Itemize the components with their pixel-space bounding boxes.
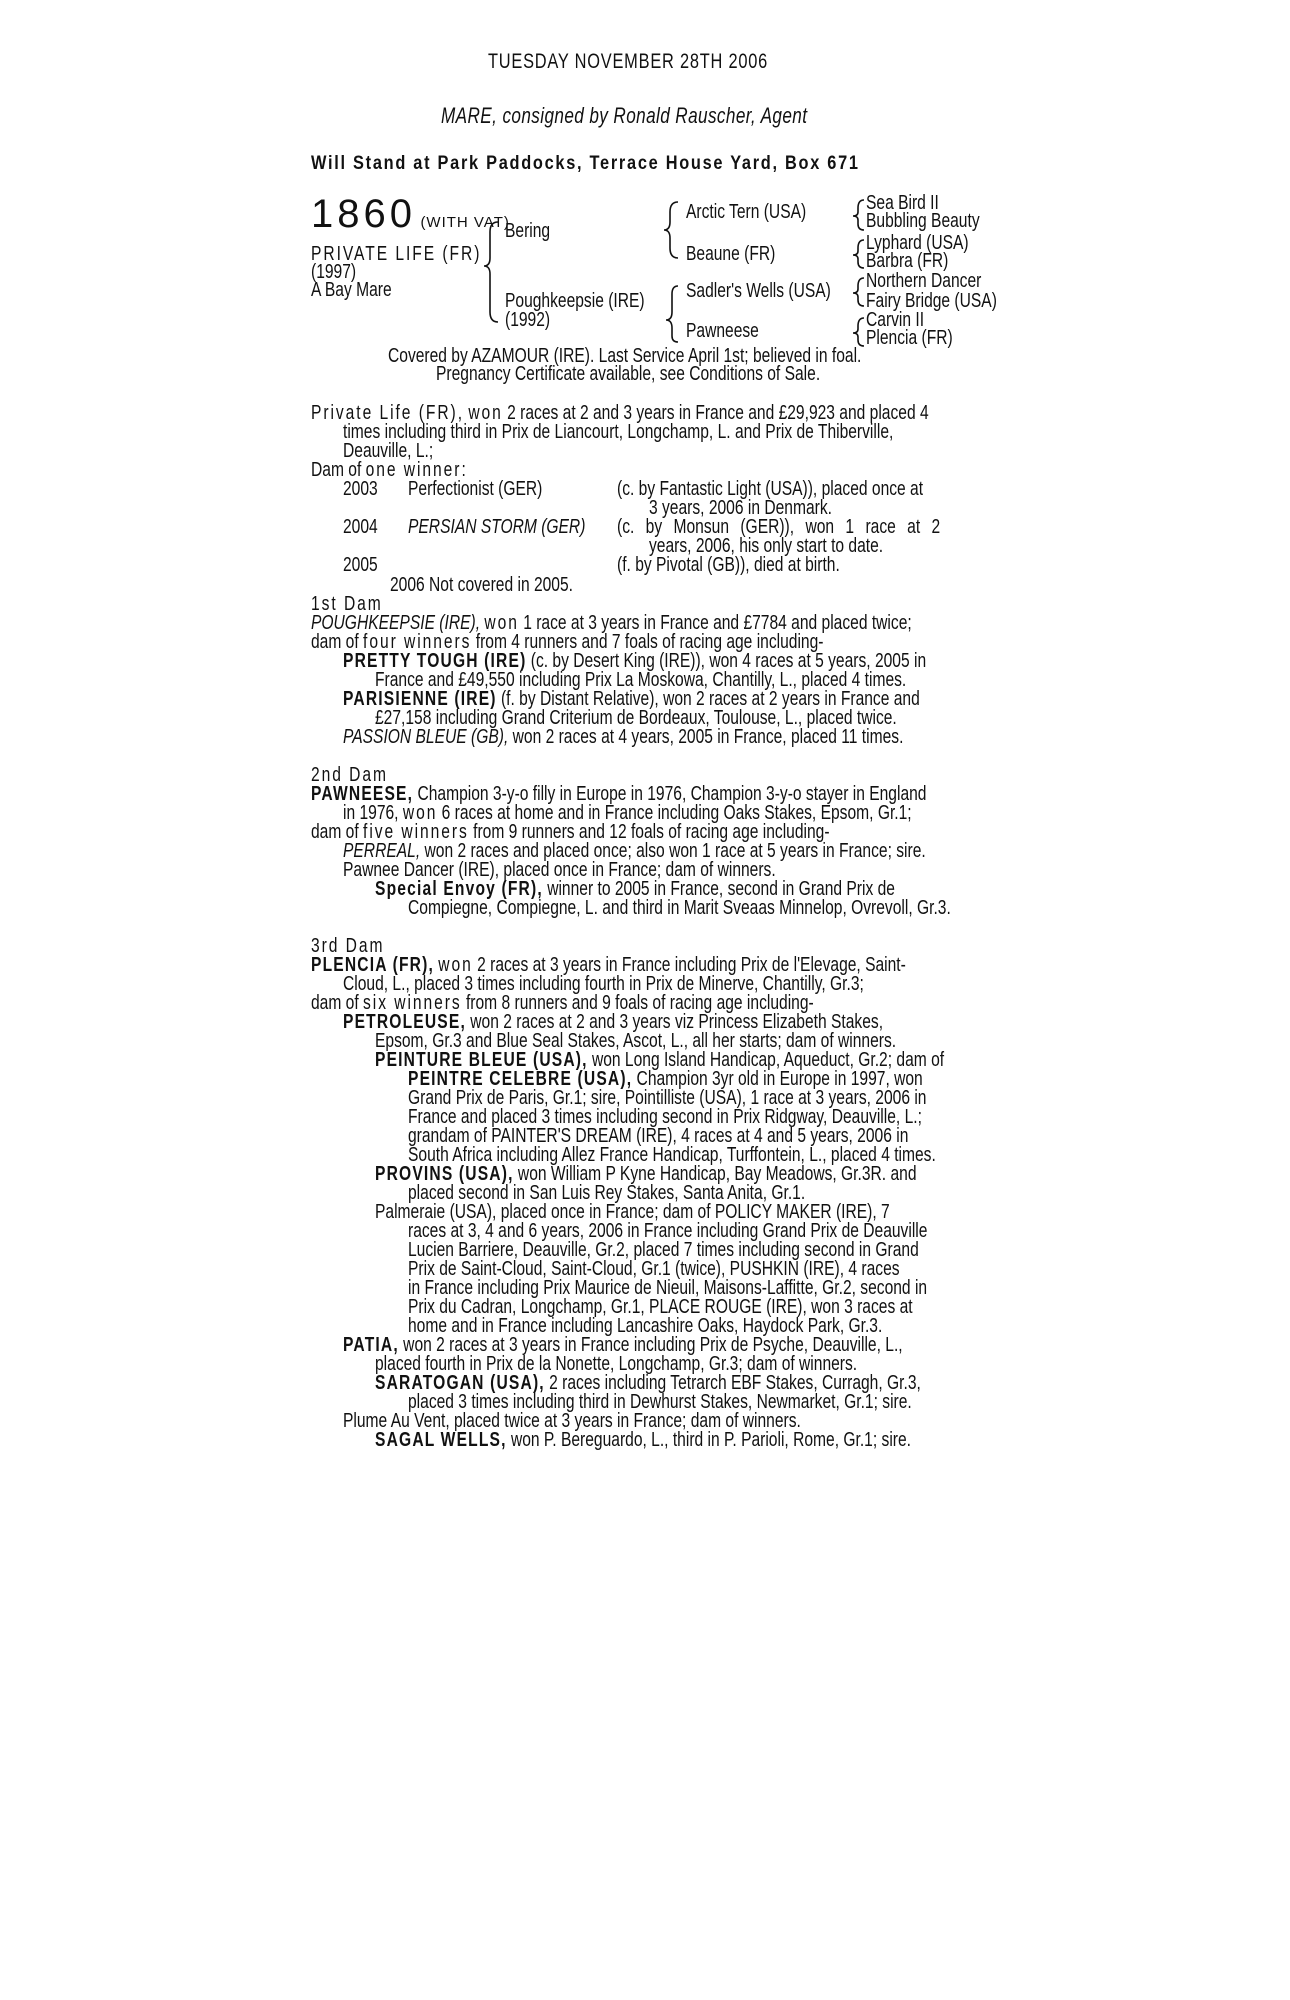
produce-desc: (c. by Fantastic Light (USA)), placed once at [617,478,924,500]
third-dam-line-1: PLENCIA (FR), won 2 races at 3 years in France including Prix de l'Elevage, Saint- [311,954,906,976]
sire-dam: Beaune (FR) [686,243,776,265]
dam-of-line: Dam of one winner: [311,459,468,481]
brace-main [484,222,498,322]
second-dam-line-1: PAWNEESE, Champion 3-y-o filly in Europe in 1976, Champion 3-y-o stayer in England [311,783,927,805]
third-dam-line-3: dam of six winners from 8 runners and 9 foals of racing age including- [311,992,814,1014]
produce-text: France and placed 3 times including second in Prix Ridgway, Deauville, L.; [408,1106,922,1128]
brace-g1 [853,200,864,230]
produce-name: PETROLEUSE, [343,1011,466,1033]
ancestor-8: Plencia (FR) [866,327,953,349]
horse-year: (1997) [311,261,357,283]
produce-name: PEINTURE BLEUE (USA), [375,1049,588,1071]
produce-name: PEINTRE CELEBRE (USA), [408,1068,633,1090]
lot-number: 1860 [311,192,416,236]
sale-date: TUESDAY NOVEMBER 28TH 2006 [488,50,769,73]
produce-desc: years, 2006, his only start to date. [649,535,884,557]
produce-text: won 2 races at 3 years in France including Prix de Psyche, Deauville, L., [398,1334,903,1356]
first-dam-produce: PARISIENNE (IRE) (f. by Distant Relative), won 2 races at 2 years in France and [343,688,920,710]
produce-year: 2005 [343,554,378,576]
second-dam-line-3: dam of five winners from 9 runners and 12 foals of racing age including- [311,821,830,843]
second-dam-line-2: in 1976, won 6 races at home and in France including Oaks Stakes, Epsom, Gr.1; [343,802,912,824]
first-dam-produce: France and £49,550 including Prix La Moskowa, Chantilly, L., placed 4 times. [375,669,907,691]
produce-text: Plume Au Vent, placed twice at 3 years in France; dam of winners. [343,1410,801,1432]
produce-name: PERSIAN STORM (GER) [408,516,586,538]
first-dam-line-1: POUGHKEEPSIE (IRE), won 1 race at 3 years in France and £7784 and placed twice; [311,612,912,634]
dam-dam: Pawneese [686,320,759,342]
second-dam-produce: PERREAL, won 2 races and placed once; also won 1 race at 5 years in France; sire. [343,840,926,862]
produce-text: South Africa including Allez France Handicap, Turffontein, L., placed 4 times. [408,1144,936,1166]
produce-text: grandam of PAINTER'S DREAM (IRE), 4 races at 4 and 5 years, 2006 in [408,1125,909,1147]
first-dam-heading: 1st Dam [311,593,383,615]
produce-name: SARATOGAN (USA), [375,1372,545,1394]
produce-text: Epsom, Gr.3 and Blue Seal Stakes, Ascot, L., all her starts; dam of winners. [375,1030,897,1052]
ancestor-2: Bubbling Beauty [866,210,980,232]
consignment-line: MARE, consigned by Ronald Rauscher, Agent [441,103,808,128]
vat-label: (WITH VAT) [420,214,510,231]
produce-year: 2004 [343,516,378,538]
stand-location: Will Stand at Park Paddocks, Terrace House Yard, Box 671 [311,153,860,174]
produce-text: home and in France including Lancashire Oaks, Haydock Park, Gr.3. [408,1315,883,1337]
covered-line: Covered by AZAMOUR (IRE). Last Service April 1st; believed in foal. [388,345,862,367]
ancestor-5: Northern Dancer [866,270,982,292]
produce-name: PROVINS (USA), [375,1163,514,1185]
first-dam-produce: £27,158 including Grand Criterium de Bordeaux, Toulouse, L., placed twice. [375,707,897,729]
brace-g2 [853,240,864,268]
racing-record-line-1: Private Life (FR), won 2 races at 2 and 3 years in France and £29,923 and placed 4 [311,402,929,424]
dam-name: Poughkeepsie (IRE) [505,290,645,312]
ancestor-3: Lyphard (USA) [866,232,969,254]
not-covered-line: 2006 Not covered in 2005. [390,574,573,596]
produce-text: races at 3, 4 and 6 years, 2006 in France including Grand Prix de Deauville [408,1220,928,1242]
first-dam-line-2: dam of four winners from 4 runners and 7 foals of racing age including- [311,631,824,653]
ancestor-4: Barbra (FR) [866,250,949,272]
produce-text: placed fourth in Prix de la Nonette, Longchamp, Gr.3; dam of winners. [375,1353,858,1375]
third-dam-heading: 3rd Dam [311,935,385,957]
produce-desc: (f. by Pivotal (GB)), died at birth. [617,554,840,576]
produce-name: PATIA, [343,1334,399,1356]
ancestor-6: Fairy Bridge (USA) [866,290,997,312]
second-dam-heading: 2nd Dam [311,764,388,786]
first-dam-produce: PASSION BLEUE (GB), won 2 races at 4 years, 2005 in France, placed 11 times. [343,726,904,748]
produce-text: won William P Kyne Handicap, Bay Meadows, Gr.3R. and [513,1163,917,1185]
produce-text: won 2 races at 2 and 3 years viz Princess Elizabeth Stakes, [465,1011,884,1033]
produce-text: Prix du Cadran, Longchamp, Gr.1, PLACE ROUGE (IRE), won 3 races at [408,1296,913,1318]
third-dam-produce-line [375,1431,1062,1450]
second-dam-produce: Special Envoy (FR), winner to 2005 in France, second in Grand Prix de [375,878,895,900]
produce-text: 2 races including Tetrarch EBF Stakes, Curragh, Gr.3, [544,1372,921,1394]
produce-text: Lucien Barriere, Deauville, Gr.2, placed 7 times including second in Grand [408,1239,919,1261]
produce-text: won P. Bereguardo, L., third in P. Parioli, Rome, Gr.1; sire. [506,1429,911,1451]
second-dam-produce: Compiegne, Compiegne, L. and third in Marit Sveaas Minnelop, Ovrevoll, Gr.3. [408,897,951,919]
produce-desc: (c. by Monsun (GER)), won 1 race at 2 [617,516,941,538]
produce-year: 2003 [343,478,378,500]
ancestor-7: Carvin II [866,309,925,331]
produce-text: Prix de Saint-Cloud, Saint-Cloud, Gr.1 (twice), PUSHKIN (IRE), 4 races [408,1258,900,1280]
first-dam-produce: PRETTY TOUGH (IRE) (c. by Desert King (IRE)), won 4 races at 5 years, 2005 in [343,650,927,672]
produce-desc: 3 years, 2006 in Denmark. [649,497,832,519]
pregnancy-line: Pregnancy Certificate available, see Conditions of Sale. [436,363,821,385]
second-dam-produce: Pawnee Dancer (IRE), placed once in France; dam of winners. [343,859,776,881]
racing-record-line-2: times including third in Prix de Liancourt, Longchamp, L. and Prix de Thiberville, [343,421,894,443]
produce-text: placed 3 times including third in Dewhurst Stakes, Newmarket, Gr.1; sire. [408,1391,912,1413]
horse-name: PRIVATE LIFE (FR) [311,243,482,265]
produce-name: SAGAL WELLS, [375,1429,507,1451]
sire-name: Bering [505,220,551,242]
produce-text: won Long Island Handicap, Aqueduct, Gr.2; dam of [587,1049,945,1071]
produce-text: in France including Prix Maurice de Nieuil, Maisons-Laffitte, Gr.2, second in [408,1277,928,1299]
ancestor-1: Sea Bird II [866,192,939,214]
produce-text: Champion 3yr old in Europe in 1997, won [632,1068,923,1090]
brace-g4 [853,318,864,346]
horse-description: A Bay Mare [311,279,392,301]
dam-sire: Sadler's Wells (USA) [686,280,831,302]
dam-year: (1992) [505,309,551,331]
produce-text: Palmeraie (USA), placed once in France; dam of POLICY MAKER (IRE), 7 [375,1201,890,1223]
produce-name: Perfectionist (GER) [408,478,543,500]
produce-text: Grand Prix de Paris, Gr.1; sire, Pointilliste (USA), 1 race at 3 years, 2006 in [408,1087,927,1109]
sire-sire: Arctic Tern (USA) [686,201,807,223]
produce-text: placed second in San Luis Rey Stakes, Santa Anita, Gr.1. [408,1182,806,1204]
brace-sire [664,202,678,258]
racing-record-line-3: Deauville, L.; [343,440,434,462]
third-dam-line-2: Cloud, L., placed 3 times including fourth in Prix de Minerve, Chantilly, Gr.3; [343,973,864,995]
